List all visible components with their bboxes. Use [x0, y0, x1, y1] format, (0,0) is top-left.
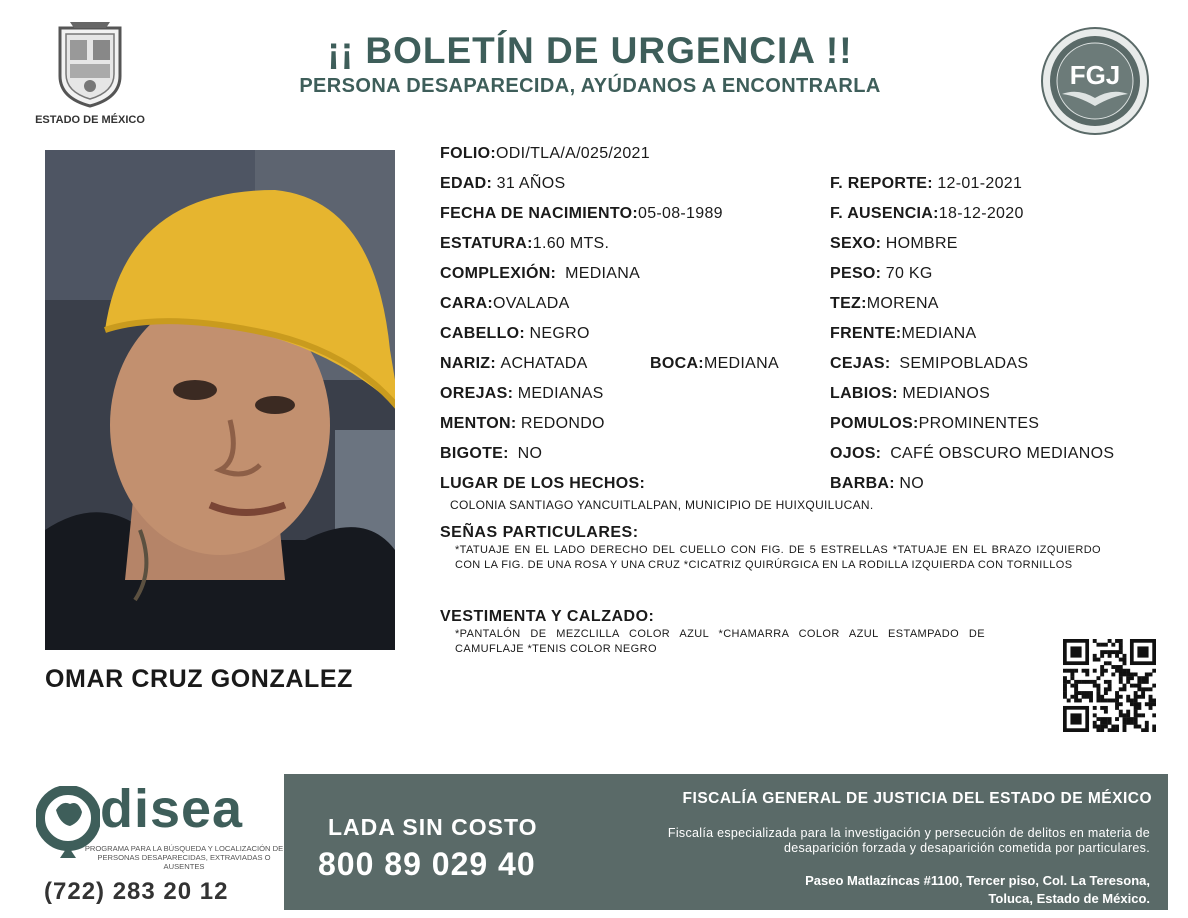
field-value: 05-08-1989	[638, 205, 723, 222]
fgj-seal-logo	[1040, 26, 1150, 136]
field-label: F. REPORTE:	[830, 175, 933, 192]
estado-de-mexico-logo	[30, 18, 150, 130]
field-value: MORENA	[866, 295, 939, 312]
field-value: 70 KG	[885, 265, 933, 282]
field-label: COMPLEXIÓN:	[440, 265, 557, 282]
bulletin-subtitle: PERSONA DESAPARECIDA, AYÚDANOS A ENCONTRARLA	[299, 75, 881, 97]
field-value: CAFÉ OBSCURO MEDIANOS	[890, 445, 1115, 462]
person-name: OMAR CRUZ GONZALEZ	[45, 665, 353, 693]
field-label: OJOS:	[830, 445, 882, 462]
person-photo-icon	[45, 150, 395, 650]
field-label: OREJAS:	[440, 385, 514, 402]
field-labios	[830, 384, 990, 404]
field-label: CEJAS:	[830, 355, 891, 372]
field-label: EDAD:	[440, 175, 493, 192]
field-f-ausencia	[830, 204, 1024, 224]
senas-title: SEÑAS PARTICULARES:	[440, 524, 639, 541]
field-value: MEDIANA	[565, 265, 641, 282]
field-fecha-nacimiento	[440, 204, 723, 224]
field-label: CABELLO:	[440, 325, 526, 342]
field-pomulos	[830, 414, 1039, 434]
field-label: MENTON:	[440, 415, 517, 432]
field-label: BOCA:	[650, 355, 704, 372]
senas-text: *TATUAJE EN EL LADO DERECHO DEL CUELLO CON FIG. DE 5 ESTRELLAS *TATUAJE EN EL BRAZO IZQUIERDO CON LA FIG. DE UNA ROSA Y UNA CRUZ *CICATRIZ QUIRÚRGICA EN LA RODILLA IZQUIERDA CON TORNILLOS	[455, 544, 1101, 571]
field-label: PESO:	[830, 265, 882, 282]
odisea-wordmark: disea	[100, 779, 244, 839]
odisea-phone[interactable]: (722) 283 20 12	[44, 878, 229, 905]
field-label: BIGOTE:	[440, 445, 509, 462]
field-folio	[440, 144, 650, 164]
fgj-seal-text: FGJ	[1069, 60, 1121, 90]
fiscalia-address	[690, 872, 1150, 908]
field-label: LABIOS:	[830, 385, 898, 402]
field-label: ESTATURA:	[440, 235, 533, 252]
field-frente	[830, 324, 976, 344]
field-complexion	[440, 264, 640, 284]
odisea-tagline: PROGRAMA PARA LA BÚSQUEDA Y LOCALIZACIÓN DE PERSONAS DESAPARECIDAS, EXTRAVIADAS O AUSENTES	[84, 844, 284, 871]
field-value: NEGRO	[529, 325, 590, 342]
field-label: LUGAR DE LOS HECHOS:	[440, 475, 646, 492]
field-value: NO	[517, 445, 543, 462]
field-estatura	[440, 234, 609, 254]
field-value: MEDIANA	[901, 325, 977, 342]
field-label: FOLIO:	[440, 145, 497, 162]
vestimenta-text: *PANTALÓN DE MEZCLILLA COLOR AZUL *CHAMARRA COLOR AZUL ESTAMPADO DE CAMUFLAJE *TENIS COLOR NEGRO	[455, 628, 985, 655]
odisea-logo	[30, 778, 284, 908]
field-value: 12-01-2021	[937, 175, 1023, 192]
field-cara	[440, 294, 570, 314]
qr-code-icon	[1063, 639, 1156, 732]
field-barba	[830, 474, 924, 494]
field-edad	[440, 174, 565, 194]
address-line-2: Toluca, Estado de México.	[988, 891, 1150, 906]
field-label: BARBA:	[830, 475, 895, 492]
field-peso	[830, 264, 933, 284]
field-value: MEDIANOS	[902, 385, 991, 402]
field-tez	[830, 294, 939, 314]
address-line-1: Paseo Matlazíncas #1100, Tercer piso, Col. La Teresona,	[805, 873, 1150, 888]
field-label: SEXO:	[830, 235, 882, 252]
fiscalia-description: Fiscalía especializada para la investigación y persecución de delitos en materia de desaparición forzada y desaparición cometida por particulares.	[667, 826, 1150, 855]
qr-code[interactable]	[1063, 639, 1156, 732]
field-cejas	[830, 354, 1028, 374]
field-f-reporte	[830, 174, 1022, 194]
footer-contact-panel	[284, 774, 1168, 910]
field-value: REDONDO	[520, 415, 605, 432]
field-lugar-label	[440, 474, 645, 494]
missing-person-photo	[45, 150, 395, 650]
field-value: SEMIPOBLADAS	[899, 355, 1029, 372]
field-value: HOMBRE	[885, 235, 958, 252]
field-value: OVALADA	[493, 295, 570, 312]
field-value: NO	[899, 475, 924, 492]
field-value: MEDIANA	[703, 355, 779, 372]
field-cabello	[440, 324, 590, 344]
bulletin-title: ¡¡ BOLETÍN DE URGENCIA !!	[327, 30, 853, 71]
vestimenta-title: VESTIMENTA Y CALZADO:	[440, 608, 655, 625]
field-label: NARIZ:	[440, 355, 497, 372]
field-menton	[440, 414, 605, 434]
field-bigote	[440, 444, 542, 464]
field-label: POMULOS:	[830, 415, 919, 432]
coat-of-arms-icon	[52, 18, 128, 108]
field-label: FECHA DE NACIMIENTO:	[440, 205, 638, 222]
estado-label: ESTADO DE MÉXICO	[35, 114, 145, 126]
fgj-seal-icon	[1040, 26, 1150, 136]
field-ojos	[830, 444, 1114, 464]
field-value: PROMINENTES	[918, 415, 1040, 432]
field-value: MEDIANAS	[517, 385, 604, 402]
field-boca	[650, 354, 779, 374]
field-label: TEZ:	[830, 295, 867, 312]
lada-sin-costo-number[interactable]: 800 89 029 40	[318, 846, 536, 882]
field-value: ACHATADA	[500, 355, 588, 372]
lada-sin-costo-label: LADA SIN COSTO	[328, 814, 538, 840]
lugar-de-los-hechos-text: COLONIA SANTIAGO YANCUITLALPAN, MUNICIPIO DE HUIXQUILUCAN.	[450, 498, 874, 512]
field-label: CARA:	[440, 295, 494, 312]
field-value: 31 AÑOS	[496, 175, 566, 192]
field-nariz	[440, 354, 588, 374]
field-orejas	[440, 384, 604, 404]
field-label: F. AUSENCIA:	[830, 205, 939, 222]
field-value: 18-12-2020	[938, 205, 1024, 222]
field-value: 1.60 MTS.	[532, 235, 610, 252]
field-label: FRENTE:	[830, 325, 902, 342]
fiscalia-name: FISCALÍA GENERAL DE JUSTICIA DEL ESTADO DE MÉXICO	[682, 790, 1152, 807]
field-sexo	[830, 234, 958, 254]
field-value: ODI/TLA/A/025/2021	[496, 145, 650, 162]
